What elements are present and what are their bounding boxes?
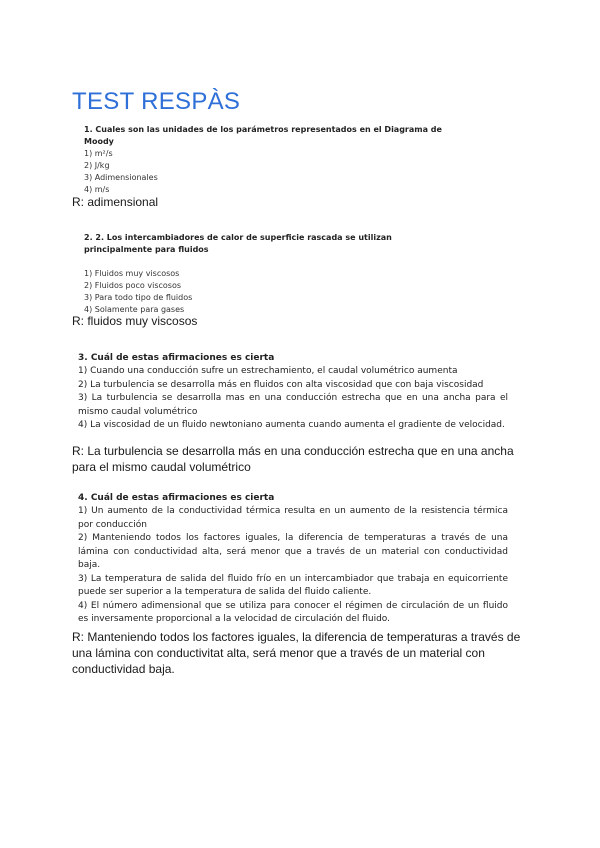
option: 3) La temperatura de salida del fluido frío en un intercambiador que trabaja en equicorriente puede ser superior a la temperatura de salida del fluido caliente. (78, 573, 508, 597)
option: 1) Fluidos muy viscosos (84, 269, 180, 278)
answer-2: R: fluidos muy viscosos (72, 314, 198, 328)
question-3 (78, 352, 508, 433)
question-4-text: 4. Cuál de estas afirmaciones es cierta (78, 493, 275, 503)
option: 3) La turbulencia se desarrolla mas en una conducción estrecha que en una ancha para el mismo caudal volumétrico (78, 393, 508, 417)
option: 4) m/s (84, 185, 110, 194)
answer-3: R: La turbulencia se desarrolla más en una conducción estrecha que en una ancha para el mismo caudal volumétrico (72, 444, 514, 474)
option: 3) Para todo tipo de fluidos (84, 293, 193, 302)
question-1 (84, 124, 444, 196)
option: 2) J/kg (84, 161, 110, 170)
question-2-options (84, 268, 424, 316)
option: 3) Adimensionales (84, 173, 158, 182)
question-4 (78, 492, 508, 627)
option: 4) La viscosidad de un fluido newtoniano aumenta cuando aumenta el gradiente de velocidad. (78, 420, 505, 430)
option: 2) La turbulencia se desarrolla más en fluidos con alta viscosidad que con baja viscosidad (78, 379, 484, 390)
answer-4: R: Manteniendo todos los factores iguales, la diferencia de temperaturas a través de una lámina con conductivitat alta, será menor que a través de un material con conductividad baja. (72, 630, 521, 676)
page-title: TEST RESPÀS (72, 88, 241, 115)
question-2 (84, 232, 424, 316)
question-2-text: 2. 2. Los intercambiadores de calor de superficie rascada se utilizan principalmente para fluidos (84, 233, 392, 254)
option: 1) Un aumento de la conductividad térmica resulta en un aumento de la resistencia térmica por conducción (78, 506, 508, 530)
question-1-text: 1. Cuales son las unidades de los parámetros representados en el Diagrama de Moody (84, 125, 442, 146)
option: 4) Solamente para gases (84, 305, 185, 314)
answer-1: R: adimensional (72, 195, 159, 209)
question-3-options (78, 365, 508, 433)
option: 1) Cuando una conducción sufre un estrechamiento, el caudal volumétrico aumenta (78, 366, 458, 376)
option: 4) El número adimensional que se utiliza para conocer el régimen de circulación de un fluido es inversamente proporcional a la velocidad de circulación del fluido. (78, 600, 508, 624)
option: 1) m²/s (84, 149, 113, 158)
question-3-text: 3. Cuál de estas afirmaciones es cierta (78, 353, 275, 363)
option: 2) Fluidos poco viscosos (84, 281, 182, 290)
question-1-options (84, 148, 444, 196)
question-4-options (78, 505, 508, 627)
option: 2) Manteniendo todos los factores iguales, la diferencia de temperaturas a través de una lámina con conductividad alta, será menor que a través de un material con conductividad baja. (78, 533, 508, 570)
